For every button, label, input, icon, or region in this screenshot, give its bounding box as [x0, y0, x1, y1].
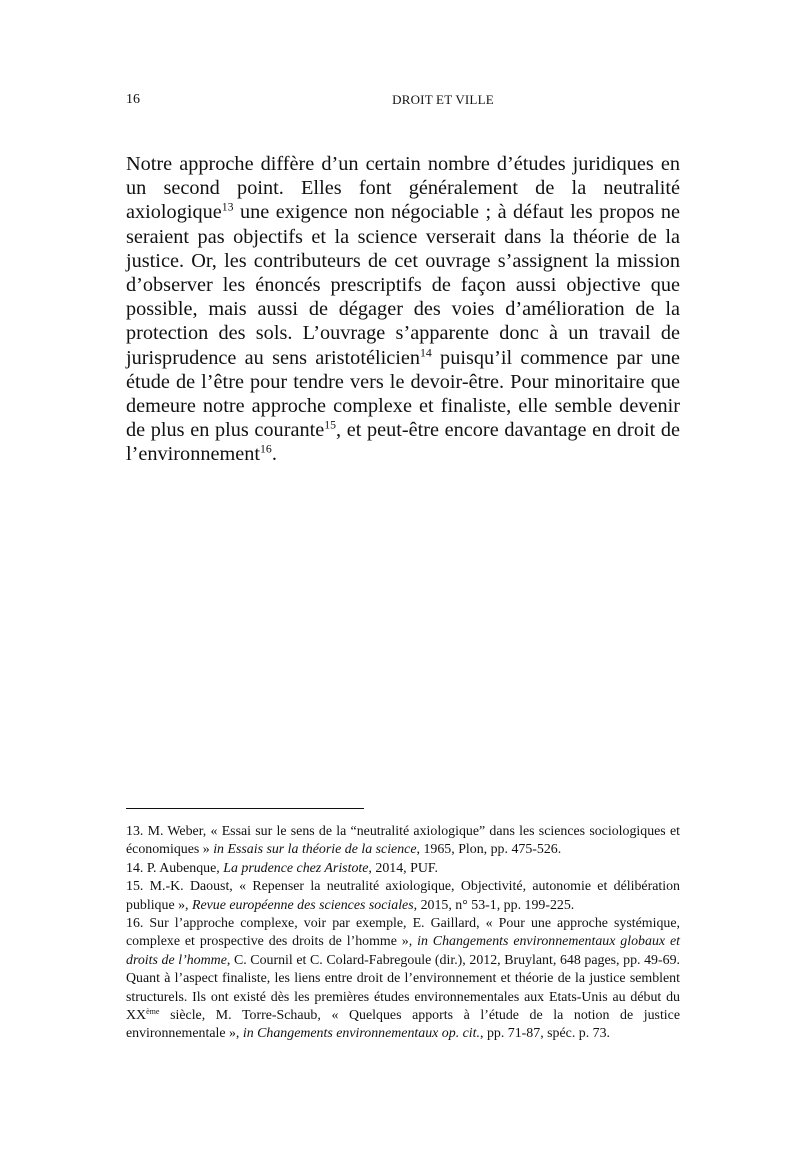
footnote-separator	[126, 808, 364, 809]
footnote-ref-15[interactable]: 15	[324, 418, 336, 432]
footnote-text: 15. M.-K. Daoust, « Repenser la neutralité axiologique, Objectivité, autonomie et délibération publique »,	[126, 879, 680, 913]
footnote-title: in Changements environnementaux globaux et droits de l’homme	[126, 934, 680, 968]
footnote-ref-13[interactable]: 13	[221, 200, 234, 214]
page-number: 16	[126, 92, 140, 107]
footnote-text: , 2014, PUF.	[368, 860, 438, 876]
footnote-title: in Essais sur la théorie de la science	[213, 842, 417, 858]
body-text-part: une exigence non négociable ; à défaut les propos ne seraient pas objectifs et la science verserait dans la théorie de la justice. Or, les contributeurs de cet ouvrage s’assignent la mission d’observer les énoncés prescriptifs de façon aussi objective que possible, mais aussi de dégager des voies d’amélioration de la protection des sols. L’ouvrage s’apparente donc à un travail de jurisprudence au sens aristotélicien	[126, 201, 680, 369]
footnote-16	[126, 915, 680, 1044]
footnote-text: , 2015, n° 53-1, pp. 199-225.	[413, 897, 575, 913]
century-suffix: ème	[146, 1006, 160, 1016]
footnote-title: in Changements environnementaux op. cit.	[242, 1026, 480, 1042]
footnote-15	[126, 878, 680, 915]
footnote-text: 14. P. Aubenque,	[126, 860, 224, 876]
footnote-ref-14[interactable]: 14	[420, 345, 432, 359]
footnotes	[126, 823, 680, 1044]
footnote-text: , C. Cournil et C. Colard-Fabregoule (dir.), 2012, Bruylant, 648 pages, pp. 49-69. Quant à l’aspect finaliste, les liens entre droit de l’environnement et théorie de la justice semblent structurels. Ils ont existé dès les premières études environnementales aux Etats-Unis au début du XX	[126, 952, 680, 1024]
footnote-13	[126, 823, 680, 860]
footnote-text: 13. M. Weber, « Essai sur le sens de la “neutralité axiologique” dans les sciences sociologiques et économiques »	[126, 824, 680, 858]
body-text-part: Notre approche diffère d’un certain nombre d’études juridiques en un second point. Elles font généralement de la neutralité axiologique	[126, 153, 680, 224]
footnote-text: , 1965, Plon, pp. 475-526.	[416, 842, 562, 858]
footnote-text: , pp. 71-87, spéc. p. 73.	[480, 1026, 611, 1042]
footnote-ref-16[interactable]: 16	[260, 442, 272, 456]
footnote-14	[126, 860, 680, 878]
footnote-title: Revue européenne des sciences sociales	[191, 897, 414, 913]
footnote-text: siècle, M. Torre-Schaub, « Quelques apports à l’étude de la notion de justice environnementale »,	[126, 1008, 680, 1042]
footnote-text: 16. Sur l’approche complexe, voir par exemple, E. Gaillard, « Pour une approche systémique, complexe et prospective des droits de l’homme »,	[126, 916, 680, 950]
running-title: DROIT ET VILLE	[392, 92, 494, 107]
body-text-part: puisqu’il commence par une étude de l’être pour tendre vers le devoir-être. Pour minoritaire que demeure notre approche complexe et finaliste, elle semble devenir de plus en plus courante	[126, 346, 680, 442]
footnote-title: La prudence chez Aristote	[223, 860, 369, 876]
body-text-part: .	[271, 443, 277, 466]
body-text-part: , et peut-être encore davantage en droit de l’environnement	[126, 419, 680, 466]
body-paragraph	[126, 152, 680, 467]
